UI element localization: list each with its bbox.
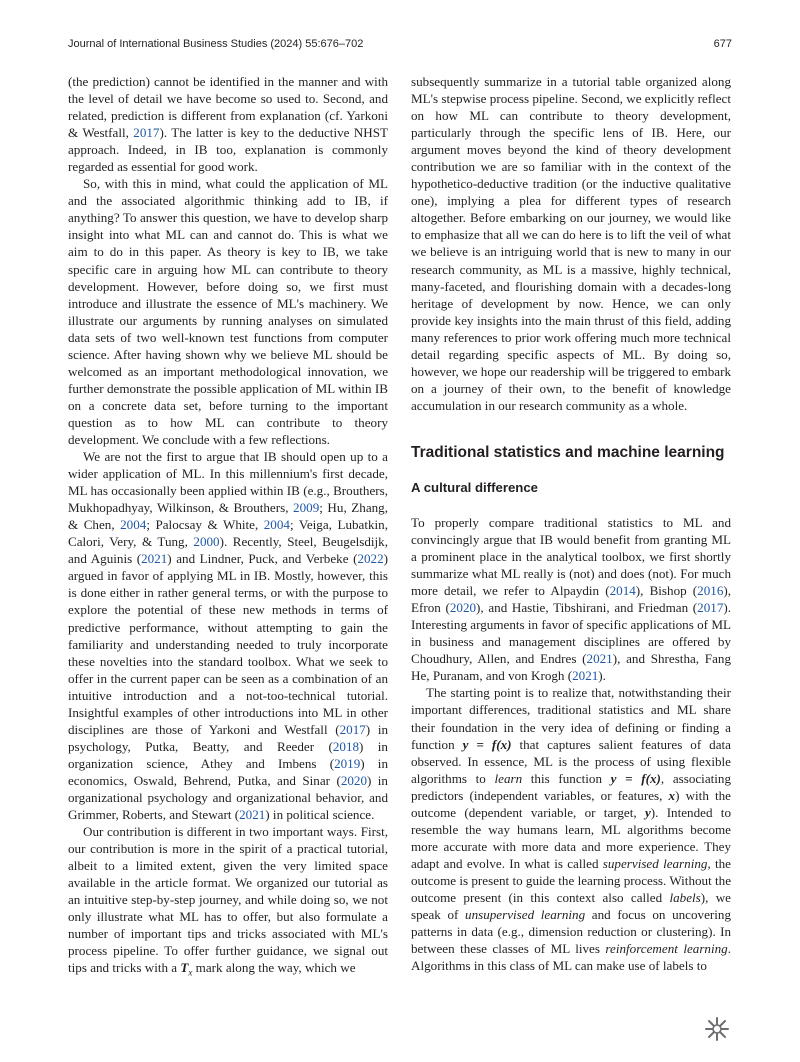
formula: y = f(x) [610,770,661,786]
paragraph: (the prediction) cannot be identified in the manner and with the level of detail we have become so used to. Second, and related, prediction is different from explanation (cf. Yarkoni & Westfall, 2017). The latter is key to the deductive NHST approach. Indeed, in IB too, explanation is commonly regarded as essential for good work. [68,74,389,175]
emphasis: learn [494,770,523,786]
citation-link[interactable]: 2000 [193,534,220,550]
formula-variable: x [668,787,676,803]
citation-link[interactable]: 2022 [357,551,384,567]
citation-link[interactable]: 2020 [340,772,367,788]
paragraph: To properly compare traditional statistics to ML and convincingly argue that IB would benefit from granting ML a prominent place in the analytical toolbox, we first shortly summarize what ML really is (not) and does (not). For much more detail, we refer to Alpaydin (2014), Bishop (2016), Efron (2020), and Hastie, Tibshirani, and Friedman (2017). Interesting arguments in favor of specific applications of ML in business and management disciplines are offered by Choudhury, Allen, and Endres (2021), and Shrestha, Fang He, Puranam, and von Krogh (2021). [411,514,731,684]
emphasis: supervised learning [602,855,708,871]
formula: y = f(x) [462,736,512,752]
paragraph: The starting point is to realize that, notwithstanding their important differences, traditional statistics and ML share their foundation in the very idea of defining or finding a function y = f(x) that captures salient features of data observed. In essence, ML is the process of using flexible algorithms to learn this function y = f(x), associating predictors (independent variables, or features, x) with the outcome (dependent variable, or target, y). Intended to resemble the way humans learn, ML algorithms become more accurate with more data and more experience. They adapt and evolve. In what is called supervised learning, the outcome is present to guide the learning process. Without the outcome present (in this context also called labels), we speak of unsupervised learning and focus on uncovering patterns in data (e.g., dimension reduction or clustering). In between these classes of ML lives reinforcement learning. Algorithms in this class of ML can make use of labels to [411,685,731,974]
paragraph: Our contribution is different in two important ways. First, our contribution is more in the spirit of a practical tutorial, albeit to a limited extent, given the very limited space available in the article format. We organized our tutorial as an intuitive step-by-step journey, and while doing so, we not only illustrate what ML has to offer, but also formulate a number of important tips and tricks associated with ML's process pipeline. To offer further guidance, we signal out tips and tricks with a $T_x$ mark along the way, which we [68,824,388,979]
tips-mark: T [180,960,189,976]
citation-link[interactable]: 2016 [697,583,724,599]
formula-variable: y [644,804,651,820]
citation-link[interactable]: 2009 [293,500,320,516]
section-heading: Traditional statistics and machine learning [411,443,725,461]
citation-link[interactable]: 2021 [141,551,168,567]
journal-citation: Journal of International Business Studies (2024) 55:676–702 [68,38,364,50]
citation-link[interactable]: 2021 [239,807,266,823]
citation-link[interactable]: 2014 [609,583,636,599]
emphasis: labels [669,889,701,905]
tips-mark-subscript: x [188,968,193,979]
emphasis: unsupervised learning [465,907,586,923]
subsection-heading: A cultural difference [411,479,539,495]
citation-link[interactable]: 2020 [449,600,477,616]
right-column [411,73,731,974]
paragraph: So, with this in mind, what could the application of ML and the associated algorithmic thinking add to IB, if anything? To answer this question, we have to develop sharp insight into what ML can and cannot do. This is what we aim to do in this paper. As theory is key to IB, we take specific care in arguing how ML can contribute to theory development. However, before doing so, we first must introduce and illustrate the essence of ML's machinery. We illustrate our arguments by running analyses on simulated data sets of two well-known test functions from computer science. After having shown why we believe ML should be welcomed as an important methodological innovation, we further demonstrate the possible application of ML within IB on a concrete data set, before turning to the important question as to how ML can contribute to theory development. We conclude with a few reflections. [68,176,388,447]
citation-link[interactable]: 2004 [120,517,147,533]
emphasis: reinforcement learning [605,941,728,957]
citation-link[interactable]: 2017 [697,600,724,616]
citation-link[interactable]: 2017 [339,721,366,737]
citation-link[interactable]: 2021 [586,651,613,667]
running-header [68,34,732,54]
left-column [68,73,388,982]
citation-link[interactable]: 2017 [133,125,160,141]
citation-link[interactable]: 2004 [263,517,290,533]
page-number: 677 [713,38,732,50]
citation-link[interactable]: 2018 [332,738,360,754]
springer-horse-icon [704,1016,730,1042]
citation-link[interactable]: 2021 [572,668,599,684]
citation-link[interactable]: 2019 [334,755,361,771]
paragraph: We are not the first to argue that IB should open up to a wider application of ML. In this millennium's first decade, ML has occasionally been applied within IB (e.g., Brouthers, Mukhopadhyay, Wilkinson, & Brouthers, 2009; Hu, Zhang, & Chen, 2004; Palocsay & White, 2004; Veiga, Lubatkin, Calori, Very, & Tung, 2000). Recently, Steel, Beugelsdijk, and Aguinis (2021) and Lindner, Puck, and Verbeke (2022) argued in favor of applying ML in IB. Mostly, however, this is done either in rather general terms, or with the purpose to explore the potential of these new methods in terms of predictive performance, without attempting to gain the familiarity and understanding needed to truly incorporate these novelties into the standard toolbox. What we seek to offer in the current paper can be seen as a combination of an intuitive introduction and a not-too-technical tutorial. Insightful examples of other introductions into ML in other disciplines are those of Yarkoni and Westfall (2017) in psychology, Putka, Beatty, and Reeder (2018) in organization science, Athey and Imbens (2019) in economics, Oswald, Behrend, Putka, and Sinar (2020) in organizational psychology and organizational behavior, and Grimmer, Roberts, and Stewart (2021) in political science. [68,449,389,823]
paragraph: subsequently summarize in a tutorial table organized along ML's stepwise process pipeline. Second, we explicitly reflect on how ML can contribute to theory development, particularly through the specific lens of IB. Here, our argument moves beyond the kind of theory development contribution we are so familiar with in the context of the hypothetico-deductive tradition (or the inductive qualitative one), implying a plea for different types of research altogether. Before embarking on our journey, we would like to emphasize that all we can do here is to lift the veil of what we believe is an intriguing world that is new to many in our research community, as ML is a massive, highly technical, many-faceted, and flourishing domain with a decades-long heritage of development by now. Hence, we can only provide key insights into the main thrust of this field, adding many references to prior work offering much more technical detail regarding specific aspects of ML. By doing so, however, we hope our readership will be triggered to embark on a journey of their own, to the benefit of knowledge accumulation in our research community as a whole. [411,74,731,413]
